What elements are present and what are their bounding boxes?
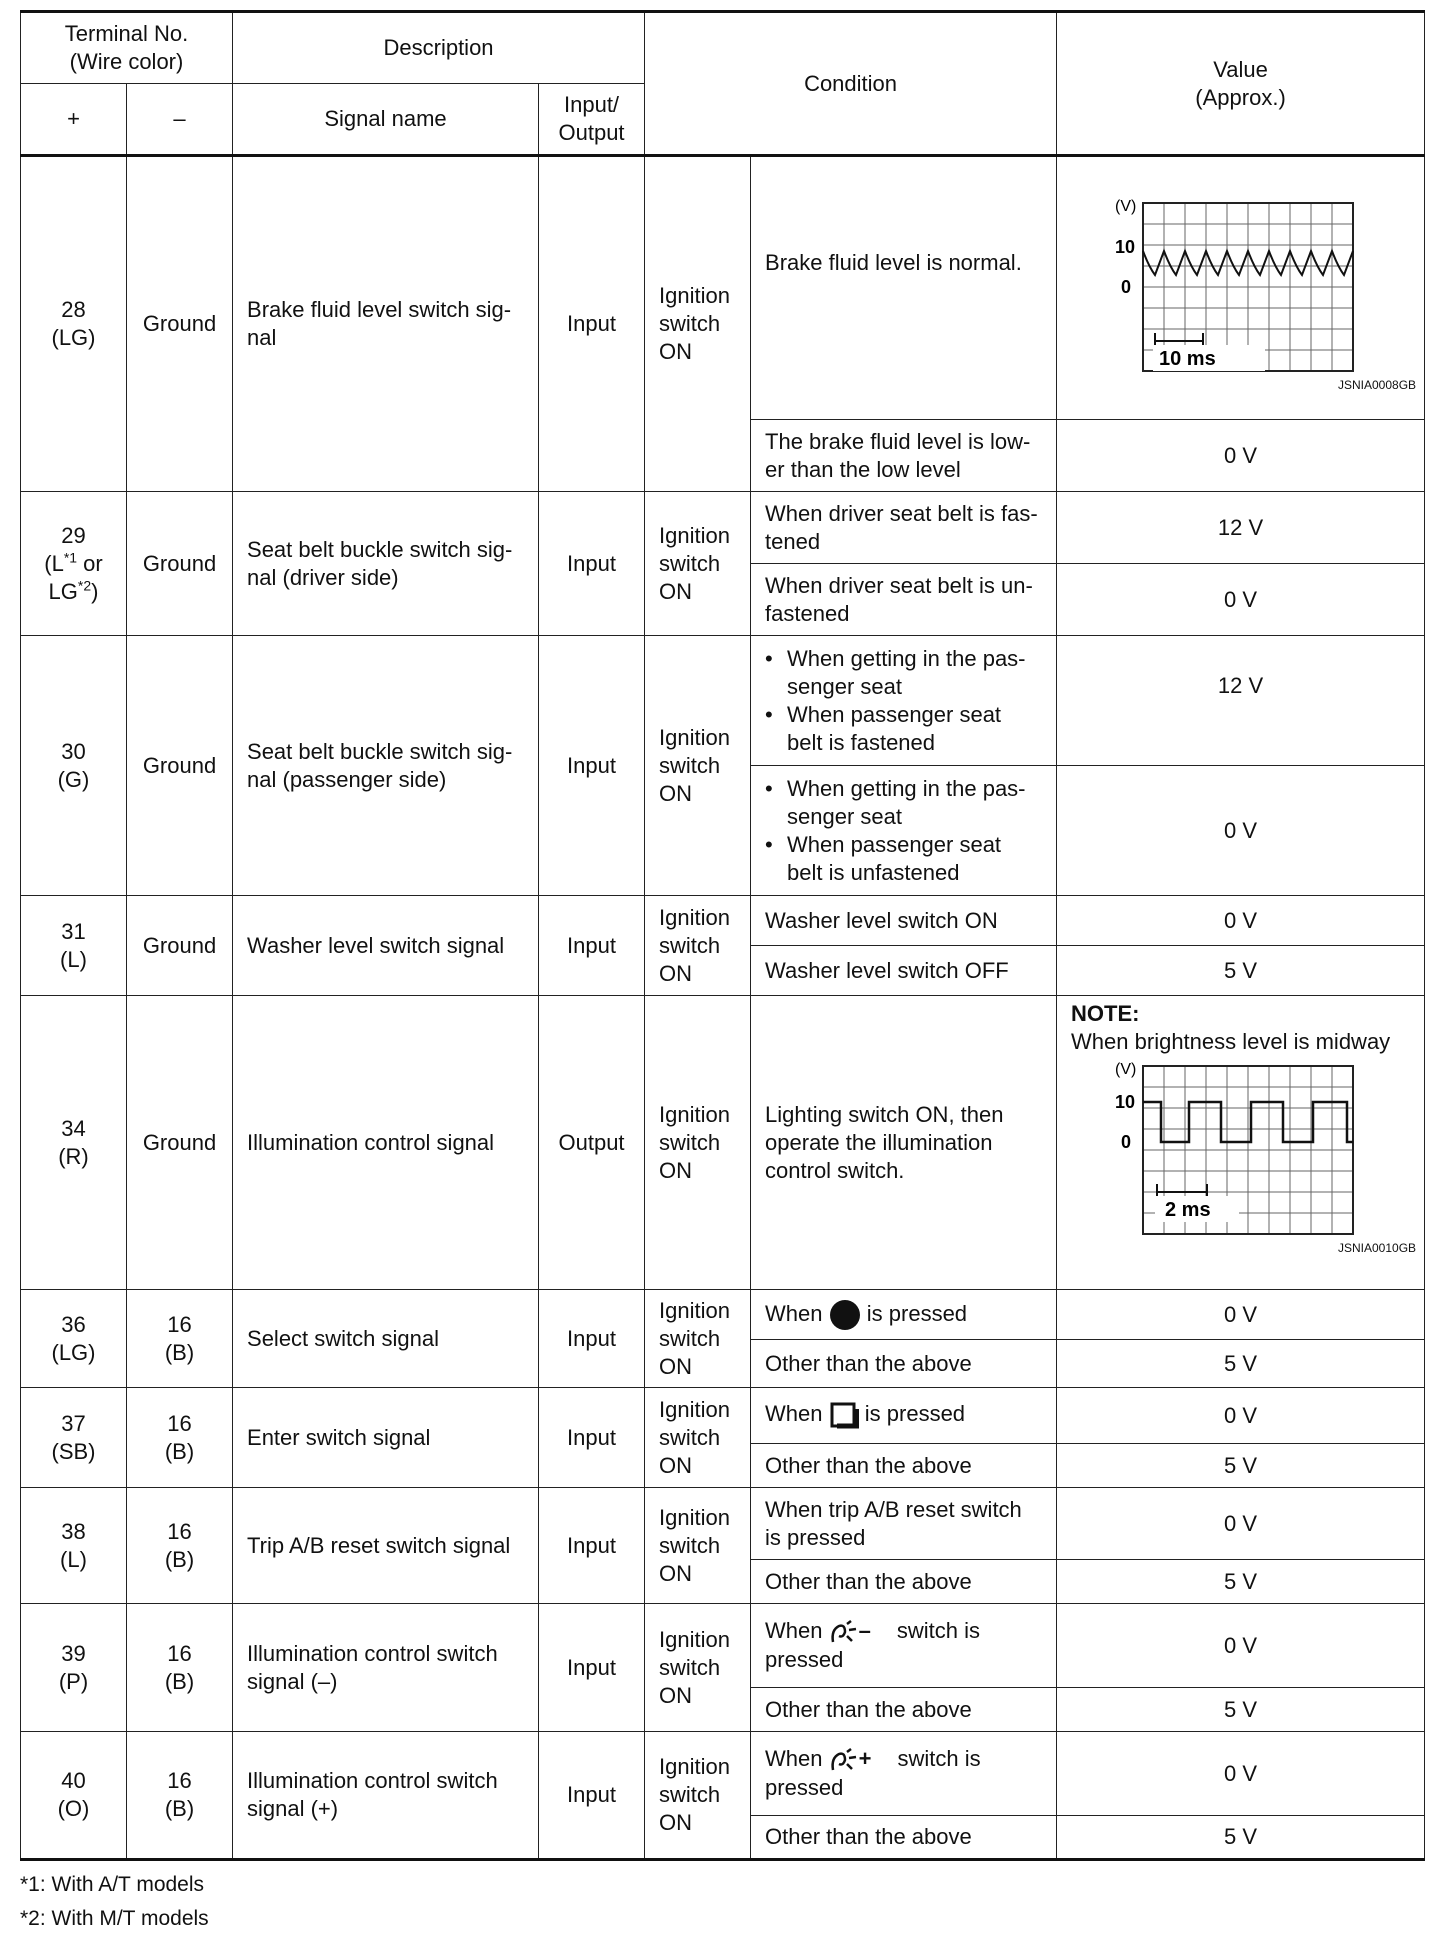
terminal-plus: 39 (P)	[21, 1604, 127, 1732]
header-description: Description	[233, 12, 645, 84]
terminal-spec-table	[20, 10, 1425, 1861]
signal-name: Select switch signal	[233, 1290, 539, 1388]
table-row	[21, 896, 1425, 946]
header-signal-name: Signal name	[233, 84, 539, 156]
signal-name: Brake fluid level switch sig-nal	[233, 156, 539, 492]
value: 5 V	[1057, 1340, 1425, 1388]
ignition-state: Ignition switch ON	[645, 896, 751, 996]
value: 0 V	[1057, 1388, 1425, 1444]
oscilloscope-square-waveform	[1095, 1056, 1415, 1236]
terminal-plus: 36 (LG)	[21, 1290, 127, 1388]
table-row	[21, 1732, 1425, 1816]
io-type: Input	[539, 1488, 645, 1604]
condition-text: Washer level switch OFF	[751, 946, 1057, 996]
scope-cell-pulse	[1057, 156, 1425, 420]
value: 5 V	[1057, 1688, 1425, 1732]
value: 12 V	[1057, 492, 1425, 564]
value: 0 V	[1057, 1290, 1425, 1340]
condition-text: When driver seat belt is fas-tened	[751, 492, 1057, 564]
value: 5 V	[1057, 1816, 1425, 1860]
condition-text: When – switch is pressed	[751, 1604, 1057, 1688]
value: 0 V	[1057, 1732, 1425, 1816]
signal-name: Enter switch signal	[233, 1388, 539, 1488]
illumination-plus-icon	[829, 1748, 859, 1774]
condition-text: The brake fluid level is low-er than the low level	[751, 420, 1057, 492]
signal-name: Washer level switch signal	[233, 896, 539, 996]
value: 0 V	[1057, 1604, 1425, 1688]
terminal-plus: 38 (L)	[21, 1488, 127, 1604]
terminal-plus: 40 (O)	[21, 1732, 127, 1860]
table-row	[21, 996, 1425, 1290]
table-row	[21, 1290, 1425, 1340]
condition-text: When + switch is pressed	[751, 1732, 1057, 1816]
scope-time-label: 10 ms	[1159, 348, 1216, 370]
oscilloscope-pulse-waveform	[1095, 193, 1415, 373]
condition-bullets: • When getting in the pas-senger seat • When passenger seat belt is fastened	[751, 636, 1057, 766]
value: 0 V	[1057, 896, 1425, 946]
value: 5 V	[1057, 1444, 1425, 1488]
terminal-minus: Ground	[127, 156, 233, 492]
condition-text: Other than the above	[751, 1340, 1057, 1388]
value: 0 V	[1057, 1488, 1425, 1560]
illumination-minus-icon	[829, 1620, 859, 1646]
header-io: Input/ Output	[539, 84, 645, 156]
signal-name: Trip A/B reset switch signal	[233, 1488, 539, 1604]
terminal-minus: Ground	[127, 492, 233, 636]
condition-text: Other than the above	[751, 1444, 1057, 1488]
table-row	[21, 1388, 1425, 1444]
ignition-state: Ignition switch ON	[645, 1388, 751, 1488]
io-type: Input	[539, 1388, 645, 1488]
terminal-minus: 16 (B)	[127, 1488, 233, 1604]
signal-name: Seat belt buckle switch sig-nal (driver side)	[233, 492, 539, 636]
footnote: *2: With M/T models	[20, 1907, 209, 1930]
terminal-minus: Ground	[127, 996, 233, 1290]
ignition-state: Ignition switch ON	[645, 636, 751, 896]
scope-unit: (V)	[1115, 198, 1137, 215]
signal-name: Illumination control switch signal (–)	[233, 1604, 539, 1732]
table-row	[21, 636, 1425, 766]
terminal-minus: 16 (B)	[127, 1732, 233, 1860]
header-plus: +	[21, 84, 127, 156]
condition-text: When trip A/B reset switch is pressed	[751, 1488, 1057, 1560]
value: 0 V	[1057, 420, 1425, 492]
terminal-plus: 28 (LG)	[21, 156, 127, 492]
ignition-state: Ignition switch ON	[645, 1604, 751, 1732]
condition-text: When is pressed	[751, 1388, 1057, 1444]
terminal-minus: 16 (B)	[127, 1388, 233, 1488]
value: 5 V	[1057, 946, 1425, 996]
ignition-state: Ignition switch ON	[645, 1290, 751, 1388]
table-row	[21, 1604, 1425, 1688]
ignition-state: Ignition switch ON	[645, 1488, 751, 1604]
terminal-plus: 34 (R)	[21, 996, 127, 1290]
condition-text: Other than the above	[751, 1816, 1057, 1860]
condition-text: Washer level switch ON	[751, 896, 1057, 946]
io-type: Input	[539, 1290, 645, 1388]
header-value: Value (Approx.)	[1057, 12, 1425, 156]
filled-circle-icon	[829, 1299, 861, 1331]
value: 12 V	[1057, 636, 1425, 766]
io-type: Input	[539, 492, 645, 636]
footnotes	[20, 1868, 209, 1936]
note-label: NOTE:	[1071, 1001, 1140, 1026]
terminal-minus: Ground	[127, 636, 233, 896]
terminal-plus: 29 ($L^{*1}$ or LG$^{*2}$)	[21, 492, 127, 636]
ignition-state: Ignition switch ON	[645, 996, 751, 1290]
header-terminal: Terminal No. (Wire color)	[21, 12, 233, 84]
table-row	[21, 492, 1425, 564]
io-type: Input	[539, 896, 645, 996]
condition-bullets: • When getting in the pas-senger seat • When passenger seat belt is unfastened	[751, 766, 1057, 896]
header-minus: –	[127, 84, 233, 156]
table-row	[21, 156, 1425, 420]
condition-text: Brake fluid level is normal.	[751, 156, 1057, 420]
figure-ref: JSNIA0010GB	[1338, 1241, 1417, 1255]
scope-low-label: 0	[1121, 1132, 1132, 1152]
condition-text: When is pressed	[751, 1290, 1057, 1340]
scope-low-label: 0	[1121, 277, 1132, 297]
footnote: *1: With A/T models	[20, 1873, 205, 1896]
ignition-state: Ignition switch ON	[645, 156, 751, 492]
enter-square-icon	[829, 1401, 859, 1431]
scope-unit: (V)	[1115, 1061, 1137, 1078]
note-text: When brightness level is midway	[1071, 1029, 1391, 1054]
io-type: Output	[539, 996, 645, 1290]
header-condition: Condition	[645, 12, 1057, 156]
io-type: Input	[539, 636, 645, 896]
signal-name: Illumination control switch signal (+)	[233, 1732, 539, 1860]
condition-text: Other than the above	[751, 1560, 1057, 1604]
terminal-plus: 31 (L)	[21, 896, 127, 996]
scope-time-label: 2 ms	[1165, 1199, 1211, 1221]
ignition-state: Ignition switch ON	[645, 1732, 751, 1860]
scope-high-label: 10	[1115, 237, 1136, 257]
terminal-plus: 37 (SB)	[21, 1388, 127, 1488]
terminal-minus: Ground	[127, 896, 233, 996]
io-type: Input	[539, 1732, 645, 1860]
table-row	[21, 1488, 1425, 1560]
value: 0 V	[1057, 766, 1425, 896]
io-type: Input	[539, 156, 645, 492]
ignition-state: Ignition switch ON	[645, 492, 751, 636]
condition-text: Lighting switch ON, then operate the illumination control switch.	[751, 996, 1057, 1290]
value: 5 V	[1057, 1560, 1425, 1604]
signal-name: Illumination control signal	[233, 996, 539, 1290]
figure-ref: JSNIA0008GB	[1338, 378, 1417, 392]
signal-name: Seat belt buckle switch sig-nal (passenger side)	[233, 636, 539, 896]
terminal-minus: 16 (B)	[127, 1604, 233, 1732]
condition-text: When driver seat belt is un-fastened	[751, 564, 1057, 636]
scope-cell-square	[1057, 996, 1425, 1290]
io-type: Input	[539, 1604, 645, 1732]
condition-text: Other than the above	[751, 1688, 1057, 1732]
value: 0 V	[1057, 564, 1425, 636]
terminal-minus: 16 (B)	[127, 1290, 233, 1388]
terminal-plus: 30 (G)	[21, 636, 127, 896]
scope-high-label: 10	[1115, 1092, 1136, 1112]
